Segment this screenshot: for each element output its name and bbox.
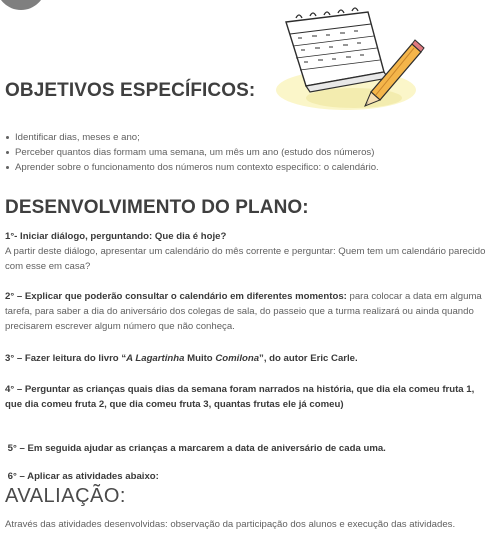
step-2: [5, 289, 489, 334]
book-title-part-1: A Lagartinha: [126, 353, 185, 364]
objectives-heading: OBJETIVOS ESPECÍFICOS:: [5, 80, 256, 101]
step-3-prefix: 3° – Fazer leitura do livro “: [5, 353, 127, 364]
evaluation-text: Através das atividades desenvolvidas: observação da participação dos alunos e execução das atividades.: [5, 519, 456, 530]
step-5-text: 5° – Em seguida ajudar as crianças a marcarem a data de aniversário de cada uma.: [5, 443, 386, 454]
list-item: Aprender sobre o funcionamento dos números num contexto especifico: o calendário.: [5, 160, 379, 175]
list-item: Identificar dias, meses e ano;: [5, 130, 379, 145]
step-1-label: 1°- Iniciar diálogo, perguntando: Que dia é hoje?: [5, 231, 227, 242]
book-title-part-2: Comilona: [215, 353, 260, 364]
step-3: [5, 351, 489, 366]
top-circle-decoration: [0, 0, 46, 10]
step-1: [5, 229, 489, 274]
step-2-label: 2° – Explicar que poderão consultar o calendário em diferentes momentos:: [5, 291, 347, 302]
step-4-text: 4° – Perguntar as crianças quais dias da semana foram narrados na história, que dia ela comeu fruta 1, que dia comeu fruta 2, que dia comeu fruta 3, quantas frutas ele já comeu): [5, 384, 475, 410]
step-6-text: 6° – Aplicar as atividades abaixo:: [5, 471, 159, 482]
calendar-pencil-illustration: [276, 0, 426, 115]
step-3-middle: Muito: [184, 353, 216, 364]
evaluation-heading: AVALIAÇÃO:: [5, 485, 126, 507]
step-3-suffix: ”, do autor Eric Carle.: [259, 353, 358, 364]
step-2-text: para colocar a data em alguma tarefa, para saber a dia do aniversário dos colegas de sala, do passeio que a turma realizará ou ainda quando precisarem escrever algum número que não conheça.: [5, 291, 482, 332]
step-6: [5, 454, 489, 484]
step-4: [5, 382, 489, 412]
objectives-list: [5, 130, 379, 175]
step-1-text: A partir deste diálogo, apresentar um calendário do mês corrente e perguntar: Quem tem um calendário parecido com esse em casa?: [5, 246, 486, 272]
step-5: [5, 426, 489, 456]
list-item: Perceber quantos dias formam uma semana, um mês um ano (estudo dos números): [5, 145, 379, 160]
development-heading: DESENVOLVIMENTO DO PLANO:: [5, 197, 309, 218]
